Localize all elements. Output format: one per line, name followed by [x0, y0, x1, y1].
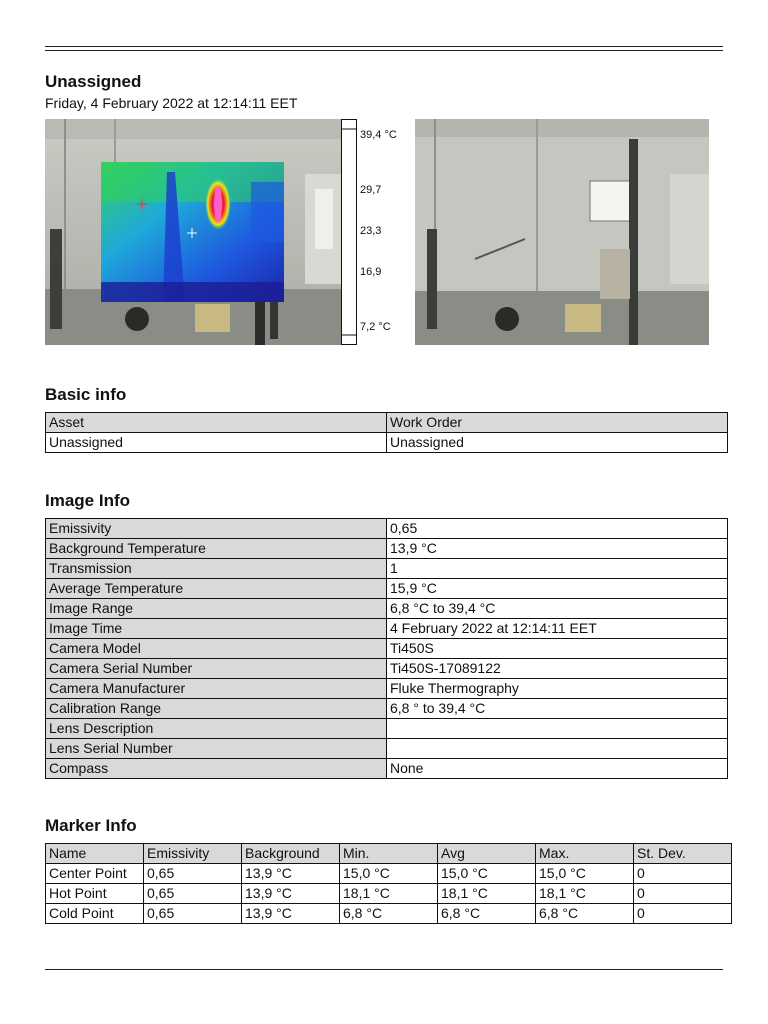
table-value-cell: None: [387, 759, 728, 779]
table-cell: 0: [634, 884, 732, 904]
table-header-cell: Emissivity: [144, 844, 242, 864]
table-header-cell: Avg: [438, 844, 536, 864]
table-value-cell: Fluke Thermography: [387, 679, 728, 699]
table-cell: 0,65: [144, 904, 242, 924]
scale-label: 16,9: [360, 266, 382, 278]
table-row: [46, 679, 728, 699]
table-value-cell: 15,9 °C: [387, 579, 728, 599]
table-cell: 6,8 °C: [438, 904, 536, 924]
table-label-cell: Lens Serial Number: [46, 739, 387, 759]
report-date: Friday, 4 February 2022 at 12:14:11 EET: [45, 95, 298, 111]
scale-label: 23,3: [360, 225, 382, 237]
basic-info-table: [45, 412, 728, 453]
table-row: [46, 659, 728, 679]
table-cell: Cold Point: [46, 904, 144, 924]
table-row: [46, 884, 732, 904]
table-cell: 18,1 °C: [536, 884, 634, 904]
scale-label-max: 39,4 °C: [360, 129, 397, 141]
table-value-cell: [387, 719, 728, 739]
table-label-cell: Compass: [46, 759, 387, 779]
table-value-cell: 6,8 °C to 39,4 °C: [387, 599, 728, 619]
visible-scene: [415, 119, 709, 345]
table-cell: 18,1 °C: [438, 884, 536, 904]
table-value-cell: [387, 739, 728, 759]
table-cell: 15,0 °C: [438, 864, 536, 884]
image-info-table: [45, 518, 728, 779]
table-header-cell: St. Dev.: [634, 844, 732, 864]
table-value-cell: 1: [387, 559, 728, 579]
table-label-cell: Transmission: [46, 559, 387, 579]
table-value-cell: 0,65: [387, 519, 728, 539]
marker-info-heading: Marker Info: [45, 816, 137, 835]
bottom-rule: [45, 969, 723, 970]
table-cell: Unassigned: [387, 433, 728, 453]
table-header-cell: Min.: [340, 844, 438, 864]
table-cell: Hot Point: [46, 884, 144, 904]
table-label-cell: Image Range: [46, 599, 387, 619]
table-label-cell: Image Time: [46, 619, 387, 639]
scale-label-min: 7,2 °C: [360, 321, 391, 333]
table-row: [46, 904, 732, 924]
table-value-cell: Ti450S: [387, 639, 728, 659]
table-header-cell: Background: [242, 844, 340, 864]
marker-info-table: [45, 843, 732, 924]
table-row: [46, 413, 728, 433]
table-header-cell: Max.: [536, 844, 634, 864]
table-header-cell: Asset: [46, 413, 387, 433]
table-row: [46, 619, 728, 639]
visible-light-image: [415, 119, 709, 345]
table-cell: 0,65: [144, 864, 242, 884]
table-row: [46, 579, 728, 599]
table-row: [46, 719, 728, 739]
top-rule: [45, 46, 723, 51]
table-row: [46, 599, 728, 619]
table-row: [46, 639, 728, 659]
table-value-cell: 13,9 °C: [387, 539, 728, 559]
table-cell: 13,9 °C: [242, 904, 340, 924]
table-row: [46, 844, 732, 864]
report-title: Unassigned: [45, 72, 142, 91]
table-row: [46, 519, 728, 539]
table-cell: 6,8 °C: [536, 904, 634, 924]
table-row: [46, 739, 728, 759]
table-row: [46, 864, 732, 884]
table-value-cell: 6,8 ° to 39,4 °C: [387, 699, 728, 719]
scale-label: 29,7: [360, 184, 382, 196]
table-value-cell: Ti450S-17089122: [387, 659, 728, 679]
thermal-image: [45, 119, 341, 345]
table-cell: 6,8 °C: [340, 904, 438, 924]
table-row: [46, 699, 728, 719]
image-info-heading: Image Info: [45, 491, 131, 510]
table-label-cell: Background Temperature: [46, 539, 387, 559]
table-cell: 15,0 °C: [340, 864, 438, 884]
table-cell: 0: [634, 864, 732, 884]
table-label-cell: Calibration Range: [46, 699, 387, 719]
thermal-overlay: [101, 162, 284, 302]
table-header-cell: Name: [46, 844, 144, 864]
table-cell: Unassigned: [46, 433, 387, 453]
table-row: [46, 539, 728, 559]
table-cell: 13,9 °C: [242, 884, 340, 904]
table-label-cell: Emissivity: [46, 519, 387, 539]
table-cell: 18,1 °C: [340, 884, 438, 904]
table-cell: 15,0 °C: [536, 864, 634, 884]
table-label-cell: Average Temperature: [46, 579, 387, 599]
basic-info-heading: Basic info: [45, 385, 127, 404]
table-cell: 0: [634, 904, 732, 924]
table-row: [46, 559, 728, 579]
table-label-cell: Camera Model: [46, 639, 387, 659]
table-label-cell: Camera Manufacturer: [46, 679, 387, 699]
table-cell: 13,9 °C: [242, 864, 340, 884]
temperature-scale-bar: [341, 119, 357, 345]
table-row: [46, 759, 728, 779]
table-cell: 0,65: [144, 884, 242, 904]
table-row: [46, 433, 728, 453]
table-value-cell: 4 February 2022 at 12:14:11 EET: [387, 619, 728, 639]
table-label-cell: Lens Description: [46, 719, 387, 739]
table-header-cell: Work Order: [387, 413, 728, 433]
table-label-cell: Camera Serial Number: [46, 659, 387, 679]
table-cell: Center Point: [46, 864, 144, 884]
